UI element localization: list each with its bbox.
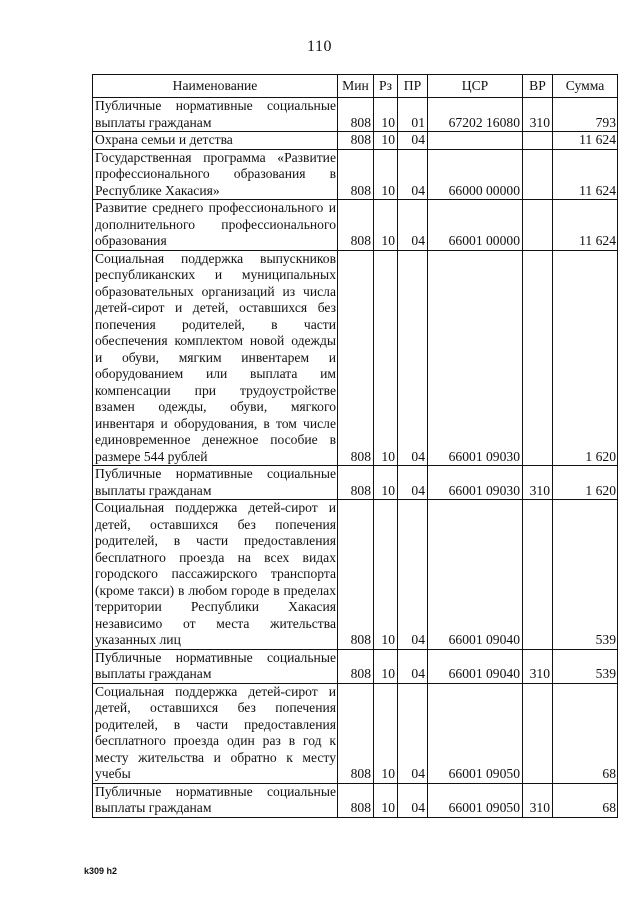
row-pr: 04 xyxy=(398,250,428,466)
row-min: 808 xyxy=(338,149,374,200)
row-pr: 04 xyxy=(398,149,428,200)
row-csr: 67202 16080 xyxy=(428,98,523,132)
row-min: 808 xyxy=(338,649,374,683)
header-name: Наименование xyxy=(93,75,338,98)
row-sum: 11 624 xyxy=(553,200,618,251)
table-row xyxy=(93,649,618,683)
budget-table xyxy=(92,74,618,818)
header-vr: ВР xyxy=(523,75,553,98)
row-rz: 10 xyxy=(374,250,398,466)
table-row xyxy=(93,466,618,500)
header-pr: ПР xyxy=(398,75,428,98)
table-row xyxy=(93,149,618,200)
row-pr: 04 xyxy=(398,649,428,683)
row-min: 808 xyxy=(338,200,374,251)
row-csr: 66001 09030 xyxy=(428,466,523,500)
row-name: Публичные нормативные социальные выплаты гражданам xyxy=(93,98,338,132)
table-row xyxy=(93,250,618,466)
row-sum: 1 620 xyxy=(553,250,618,466)
row-min: 808 xyxy=(338,98,374,132)
row-rz: 10 xyxy=(374,683,398,783)
row-csr: 66001 09030 xyxy=(428,250,523,466)
row-vr: 310 xyxy=(523,98,553,132)
row-rz: 10 xyxy=(374,200,398,251)
header-csr: ЦСР xyxy=(428,75,523,98)
row-min: 808 xyxy=(338,783,374,817)
row-vr xyxy=(523,149,553,200)
header-min: Мин xyxy=(338,75,374,98)
row-vr xyxy=(523,500,553,650)
table-row xyxy=(93,683,618,783)
row-rz: 10 xyxy=(374,132,398,150)
row-csr xyxy=(428,132,523,150)
row-sum: 1 620 xyxy=(553,466,618,500)
row-sum: 539 xyxy=(553,649,618,683)
row-pr: 04 xyxy=(398,683,428,783)
row-pr: 04 xyxy=(398,783,428,817)
row-pr: 01 xyxy=(398,98,428,132)
row-name: Социальная поддержка детей-сирот и детей, оставшихся без попечения родителей, в части предоставления бесплатного проезда на всех видах городского пассажирского транспорта (кроме такси) в любом городе в пределах территории Республики Хакасия независимо от места жительства указанных лиц xyxy=(93,500,338,650)
row-rz: 10 xyxy=(374,649,398,683)
footer-code: k309 h2 xyxy=(84,866,118,876)
row-name: Социальная поддержка детей-сирот и детей, оставшихся без попечения родителей, в части предоставления бесплатного проезда один раз в год к месту жительства и обратно к месту учебы xyxy=(93,683,338,783)
row-name: Охрана семьи и детства xyxy=(93,132,338,150)
row-vr xyxy=(523,683,553,783)
row-rz: 10 xyxy=(374,783,398,817)
row-min: 808 xyxy=(338,132,374,150)
table-row xyxy=(93,200,618,251)
row-min: 808 xyxy=(338,466,374,500)
row-name: Публичные нормативные социальные выплаты гражданам xyxy=(93,466,338,500)
row-rz: 10 xyxy=(374,500,398,650)
row-vr: 310 xyxy=(523,783,553,817)
row-name: Публичные нормативные социальные выплаты гражданам xyxy=(93,783,338,817)
row-csr: 66001 09050 xyxy=(428,783,523,817)
row-vr: 310 xyxy=(523,649,553,683)
header-sum: Сумма xyxy=(553,75,618,98)
row-csr: 66001 09050 xyxy=(428,683,523,783)
row-vr: 310 xyxy=(523,466,553,500)
table-row xyxy=(93,500,618,650)
row-sum: 68 xyxy=(553,783,618,817)
table-row xyxy=(93,98,618,132)
page-number: 110 xyxy=(307,38,332,55)
row-sum: 11 624 xyxy=(553,132,618,150)
budget-table-container xyxy=(92,74,617,818)
row-name: Социальная поддержка выпускников республиканских и муниципальных образовательных организаций из числа детей-сирот и детей, оставшихся без попечения родителей, в части обеспечения комплектом новой одежды и обуви, мягким инвентарем и оборудованием или выплата им компенсации при трудоустройстве взамен одежды, обуви, мягкого инвентаря и оборудования, в том числе единовременное денежное пособие в размере 544 рублей xyxy=(93,250,338,466)
header-rz: Рз xyxy=(374,75,398,98)
row-min: 808 xyxy=(338,500,374,650)
row-min: 808 xyxy=(338,683,374,783)
row-vr xyxy=(523,250,553,466)
row-rz: 10 xyxy=(374,149,398,200)
row-name: Развитие среднего профессионального и дополнительного профессионального образования xyxy=(93,200,338,251)
row-sum: 68 xyxy=(553,683,618,783)
row-pr: 04 xyxy=(398,466,428,500)
row-csr: 66001 09040 xyxy=(428,649,523,683)
table-header-row xyxy=(93,75,618,98)
row-pr: 04 xyxy=(398,132,428,150)
row-name: Государственная программа «Развитие профессионального образования в Республике Хакасия» xyxy=(93,149,338,200)
row-rz: 10 xyxy=(374,466,398,500)
table-row xyxy=(93,132,618,150)
row-csr: 66001 09040 xyxy=(428,500,523,650)
table-row xyxy=(93,783,618,817)
row-sum: 793 xyxy=(553,98,618,132)
row-pr: 04 xyxy=(398,500,428,650)
row-rz: 10 xyxy=(374,98,398,132)
row-sum: 539 xyxy=(553,500,618,650)
row-csr: 66000 00000 xyxy=(428,149,523,200)
row-min: 808 xyxy=(338,250,374,466)
row-name: Публичные нормативные социальные выплаты гражданам xyxy=(93,649,338,683)
row-vr xyxy=(523,200,553,251)
row-sum: 11 624 xyxy=(553,149,618,200)
row-vr xyxy=(523,132,553,150)
row-csr: 66001 00000 xyxy=(428,200,523,251)
row-pr: 04 xyxy=(398,200,428,251)
